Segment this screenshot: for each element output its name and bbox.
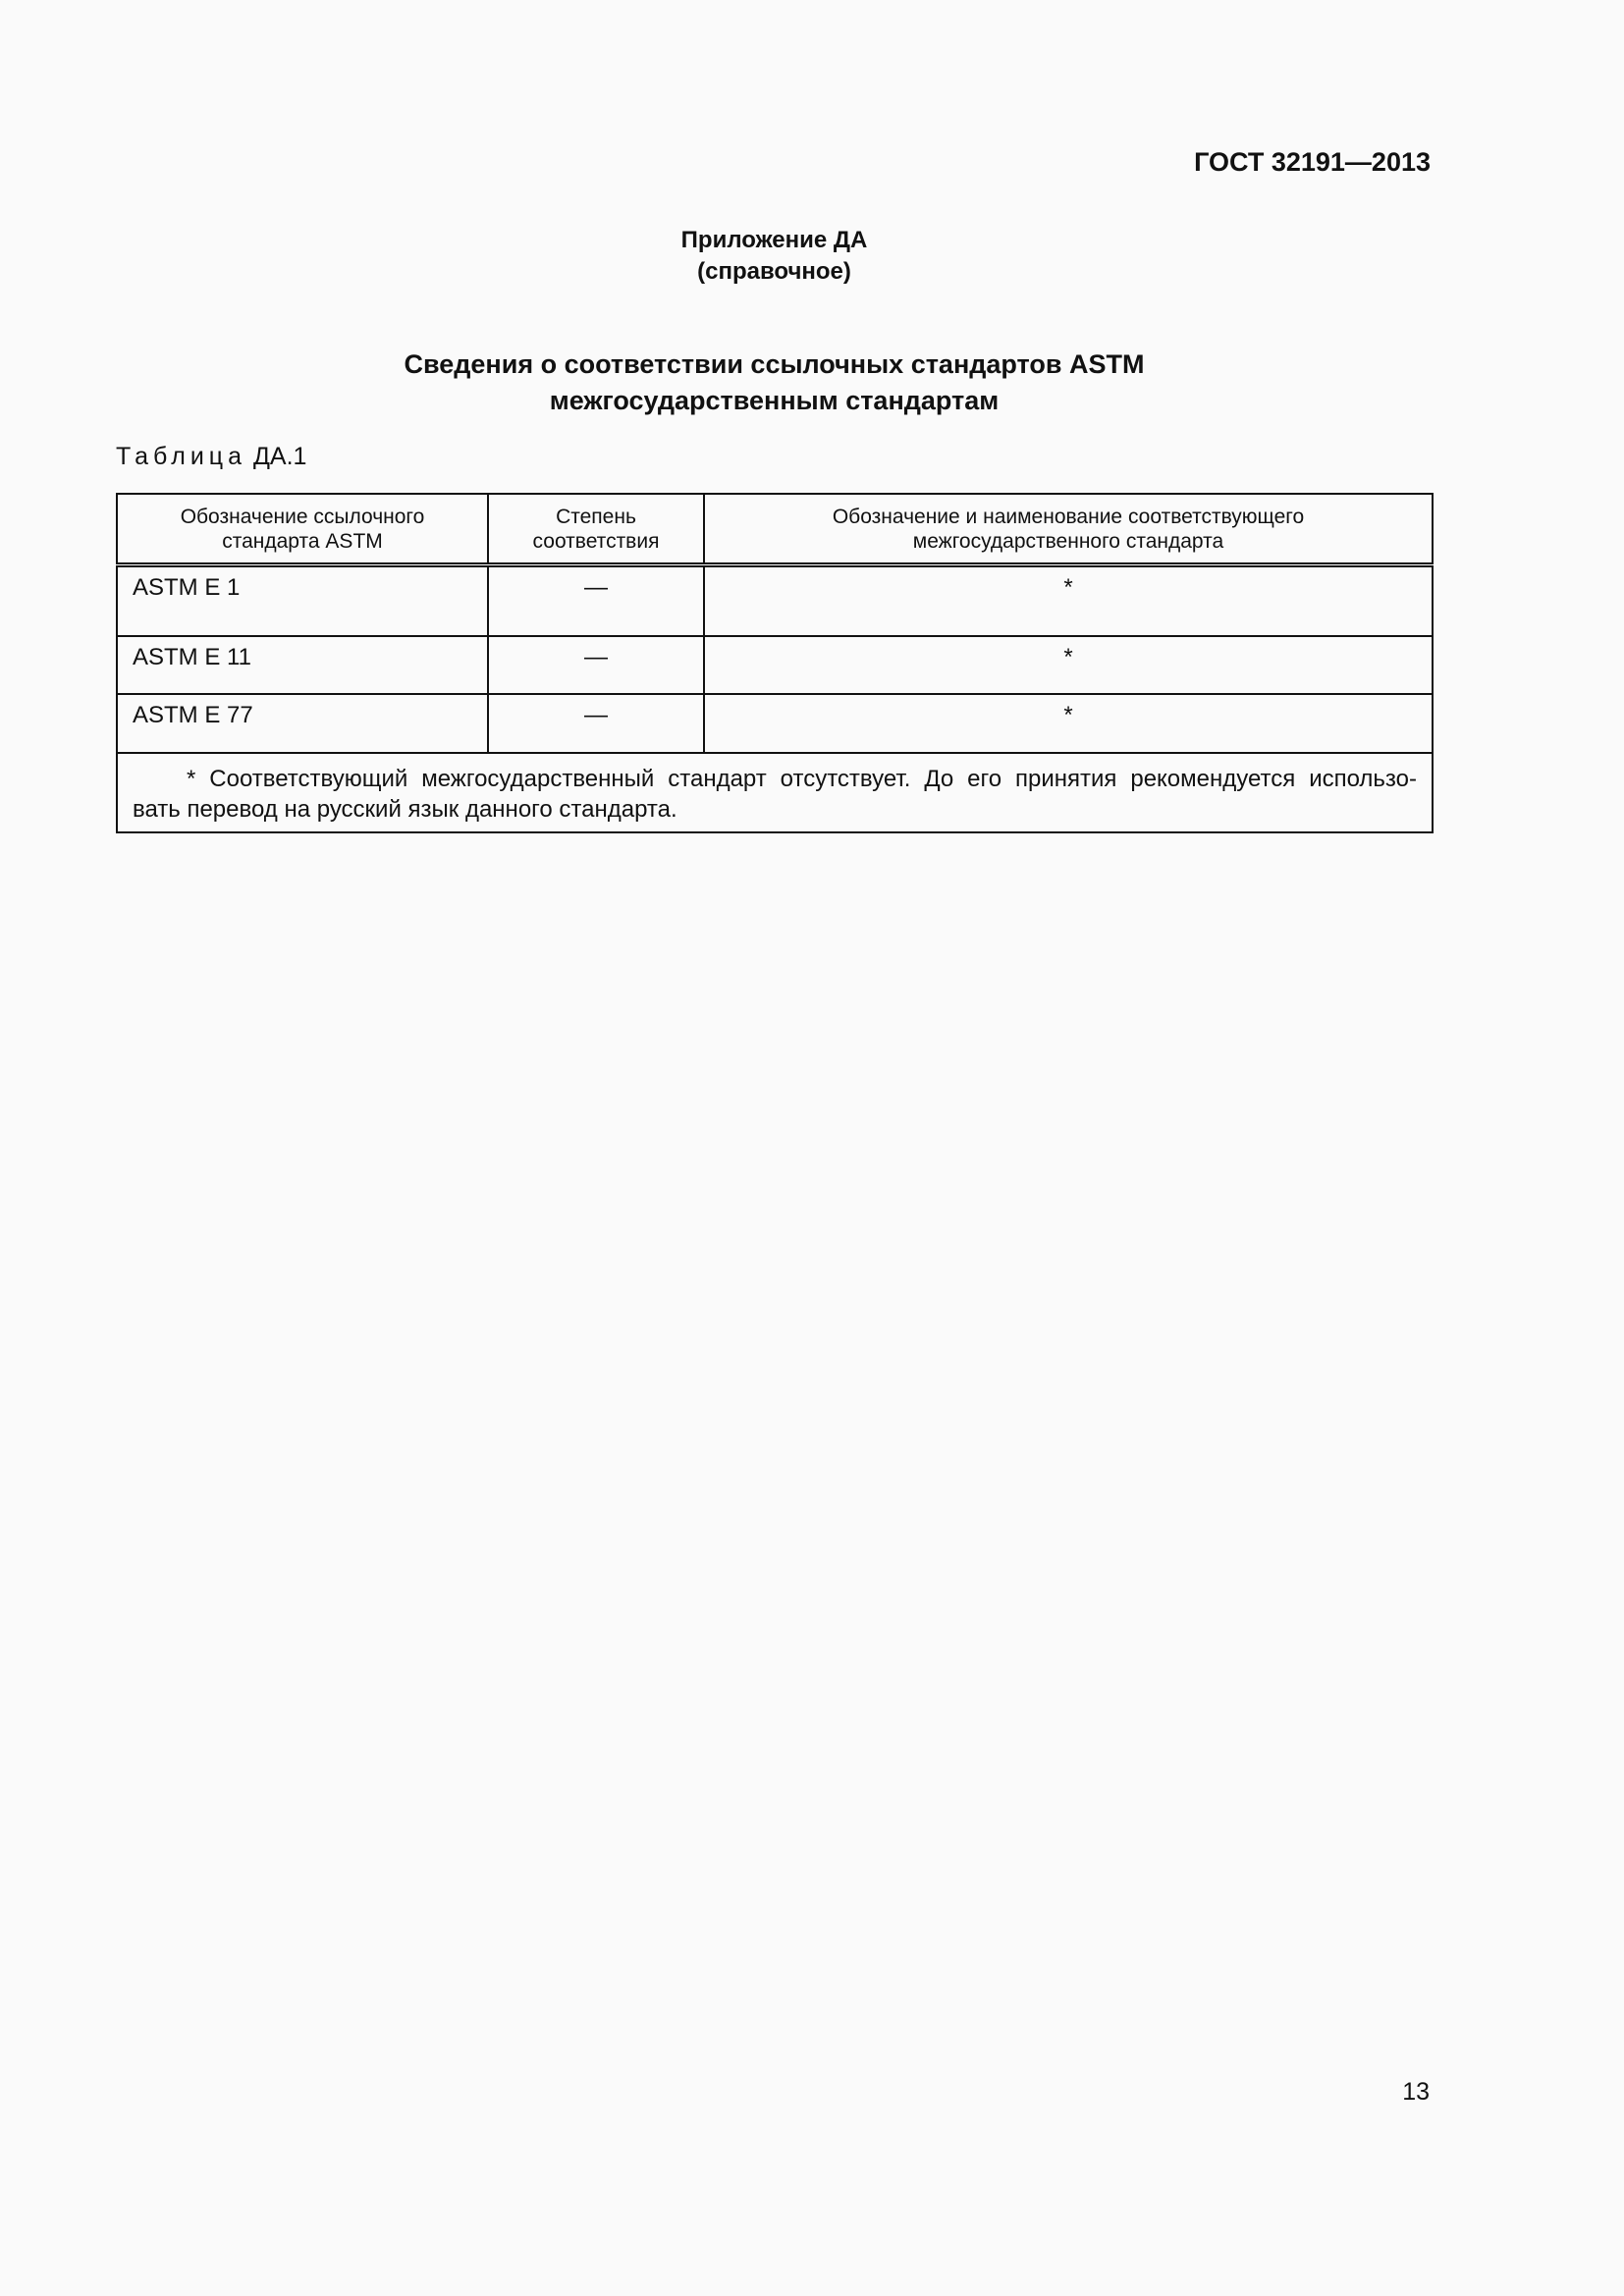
header-reference-standard — [117, 494, 488, 565]
appendix-heading — [0, 225, 1548, 288]
header-reference-standard-text: Обозначение ссылочного стандарта ASTM — [180, 505, 425, 553]
table-row — [117, 636, 1433, 694]
correspondence-table — [116, 493, 1434, 833]
appendix-status: (справочное) — [697, 258, 851, 285]
cell-gost: * — [704, 565, 1433, 637]
cell-degree: — — [488, 565, 704, 637]
table-row — [117, 694, 1433, 753]
table-caption-label: Таблица — [116, 443, 247, 470]
header-degree — [488, 494, 704, 565]
header-interstate-standard-text: Обозначение и наименование соответствующего межгосударственного стандарта — [832, 505, 1305, 553]
footnote-line-1: * Соответствующий межгосударственный стандарт отсутствует. До его принятия рекомендуется использо- — [187, 766, 1417, 792]
section-title — [0, 347, 1548, 419]
table-header-row — [117, 494, 1433, 565]
footnote-line-2: вать перевод на русский язык данного стандарта. — [133, 796, 677, 823]
cell-standard: ASTM E 77 — [117, 694, 488, 753]
header-interstate-standard — [704, 494, 1433, 565]
table-footnote-row — [117, 753, 1433, 832]
cell-standard: ASTM E 11 — [117, 636, 488, 694]
header-degree-text: Степень соответствия — [532, 505, 660, 553]
page-number: 13 — [1402, 2078, 1430, 2106]
appendix-title: Приложение ДА — [680, 227, 868, 253]
table-footnote — [117, 753, 1433, 832]
cell-gost: * — [704, 694, 1433, 753]
cell-gost: * — [704, 636, 1433, 694]
cell-standard: ASTM E 1 — [117, 565, 488, 637]
table-row — [117, 565, 1433, 637]
table-caption-number: ДА.1 — [252, 443, 307, 470]
cell-degree: — — [488, 694, 704, 753]
cell-degree: — — [488, 636, 704, 694]
section-title-line-2: межгосударственным стандартам — [549, 386, 1000, 415]
section-title-line-1: Сведения о соответствии ссылочных стандартов ASTM — [404, 349, 1145, 379]
document-code: ГОСТ 32191—2013 — [1194, 147, 1431, 177]
table-caption — [116, 443, 306, 471]
